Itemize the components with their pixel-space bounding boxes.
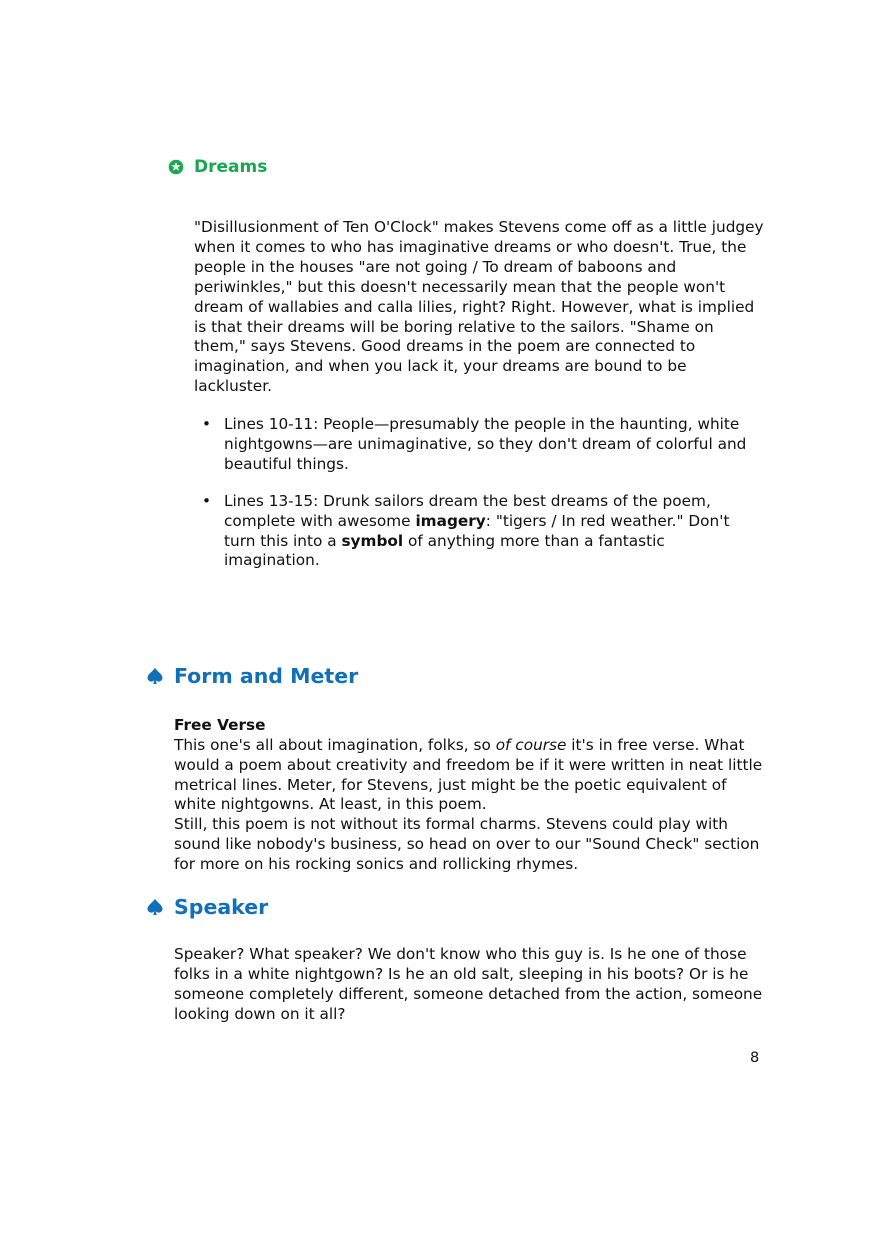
page-number: 8	[750, 1050, 760, 1066]
form-paragraph-2: Still, this poem is not without its formal charms. Stevens could play with sound like nobody's business, so head on over to our "Sound Check" section for more on his rocking sonics and rollicking rhymes.	[174, 815, 760, 874]
form-and-meter-heading-text: Form and Meter	[174, 664, 359, 688]
form-p1-italic: of course	[495, 735, 567, 754]
bullet-icon: •	[202, 415, 212, 434]
dreams-heading-text: Dreams	[194, 157, 268, 177]
spade-icon	[146, 898, 164, 916]
bullet-text-mid: : "tigers / In red weather." Don't turn this into a	[224, 511, 730, 550]
form-p1-post: it's in free verse. What would a poem about creativity and freedom be if it were written in neat little metrical lines. Meter, for Stevens, just might be the poetic equivalent of white nightgowns. At least, in this poem.	[174, 735, 763, 814]
form-paragraph-1	[174, 736, 764, 816]
form-and-meter-section	[174, 716, 764, 875]
bullet-text: Lines 10-11: People—presumably the people in the haunting, white nightgowns—are unimaginative, so they don't dream of colorful and beautiful things.	[224, 415, 747, 473]
speaker-section	[174, 945, 764, 1025]
dreams-paragraph: "Disillusionment of Ten O'Clock" makes Stevens come off as a little judgey when it comes to who has imaginative dreams or who doesn't. True, the people in the houses "are not going / To dream of baboons and periwinkles," but this doesn't necessarily mean that the people won't dream of wallabies and calla lilies, right? Right. However, what is implied is that their dreams will be boring relative to the sailors. "Shame on them," says Stevens. Good dreams in the poem are connected to imagination, and when you lack it, your dreams are bound to be lackluster.	[194, 218, 764, 396]
bold-term-symbol: symbol	[341, 531, 404, 550]
bullet-icon: •	[202, 492, 212, 511]
star-circle-icon	[168, 159, 184, 175]
speaker-heading-text: Speaker	[174, 895, 269, 919]
bullet-text-pre: Lines 13-15: Drunk sailors dream the best dreams of the poem, complete with awesome	[224, 492, 711, 530]
free-verse-title: Free Verse	[174, 716, 266, 734]
speaker-heading	[146, 895, 268, 919]
bold-term-imagery: imagery	[415, 511, 486, 530]
list-item	[194, 415, 764, 474]
bullet-text-post: of anything more than a fantastic imagination.	[224, 531, 665, 570]
spade-icon	[146, 667, 164, 685]
dreams-section	[194, 218, 764, 589]
list-item	[194, 492, 764, 571]
form-p1-pre: This one's all about imagination, folks, so	[174, 735, 496, 754]
dreams-bullet-list	[194, 415, 764, 571]
dreams-heading	[168, 157, 267, 177]
speaker-paragraph: Speaker? What speaker? We don't know who this guy is. Is he one of those folks in a white nightgown? Is he an old salt, sleeping in his boots? Or is he someone completely different, someone detached from the action, someone looking down on it all?	[174, 945, 763, 1023]
form-and-meter-heading	[146, 664, 358, 688]
